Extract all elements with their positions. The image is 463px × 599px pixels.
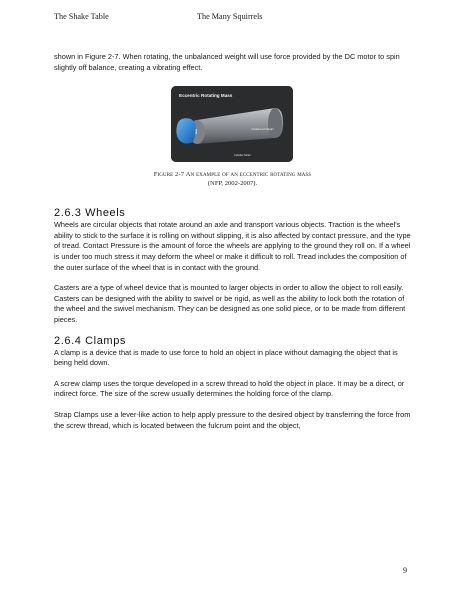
header-document-title: The Shake Table	[54, 12, 109, 21]
eccentric-weight	[176, 118, 195, 143]
figure-2-7	[54, 86, 411, 166]
wheels-paragraph-1: Wheels are circular objects that rotate around an axle and transport various objects. Traction is the wheel's ability to stick to the surface it is rolling on without slipping, it is also affected by contact pressure, and the type of tread. Contact Pressure is the amount of force the wheels are applying to the ground they roll on. If a wheel is under too much stress it may deform the wheel or make it difficult to roll. Tread includes the composition of the outer surface of the wheel that is in contact with the ground.	[54, 220, 411, 272]
figure-caption-source: (NFP, 2002-2007).	[207, 180, 258, 188]
figure-caption-label: Figure 2-7	[153, 171, 185, 179]
page-content	[54, 52, 411, 431]
section-heading-clamps: 2.6.4 Clamps	[54, 334, 127, 347]
figure-caption-text: An example of an eccentric rotating mass	[185, 171, 312, 179]
section-heading-wheels: 2.6.3 Wheels	[54, 207, 126, 220]
image-title: Eccentric Rotating Mass	[179, 93, 233, 99]
header-team-name: The Many Squirrels	[197, 12, 263, 21]
intro-paragraph: shown in Figure 2-7. When rotating, the unbalanced weight will use force provided by the DC motor to spin slightly off balance, creating a vibrating effect.	[54, 52, 400, 72]
eccentric-mass-illustration	[171, 86, 293, 162]
figure-caption	[54, 170, 411, 188]
wheels-paragraph-2: Casters are a type of wheel device that is mounted to larger objects in order to allow the object to roll easily. Casters can be designed with the ability to swivel or be rigid, as well as the ability to lock both the rotation of the wheel and the swivel mechanism. They can be designed as one solid piece, or to be made from different pieces.	[54, 283, 406, 324]
page-number: 9	[403, 566, 407, 575]
clamps-paragraph-1: A clamp is a device that is made to use force to hold an object in place without damaging the object that is being held down.	[54, 347, 398, 368]
clamps-paragraph-3: Strap Clamps use a lever-like action to help apply pressure to the desired object by transferring the force from the screw thread, which is located between the fulcrum point and the object,	[54, 409, 411, 430]
cylinder-end-cap	[268, 108, 282, 138]
clamps-paragraph-2: A screw clamp uses the torque developed in a screw thread to hold the object in place. It may be a direct, or indirect force. The size of the screw usually determines the holding force of the clamp.	[54, 378, 405, 399]
eccentric-rotating-mass-image	[171, 86, 293, 162]
running-header	[54, 12, 403, 26]
image-label-motor: Cylinder Motor	[234, 154, 251, 158]
image-label-weight: Unbalanced Weight	[251, 128, 274, 132]
